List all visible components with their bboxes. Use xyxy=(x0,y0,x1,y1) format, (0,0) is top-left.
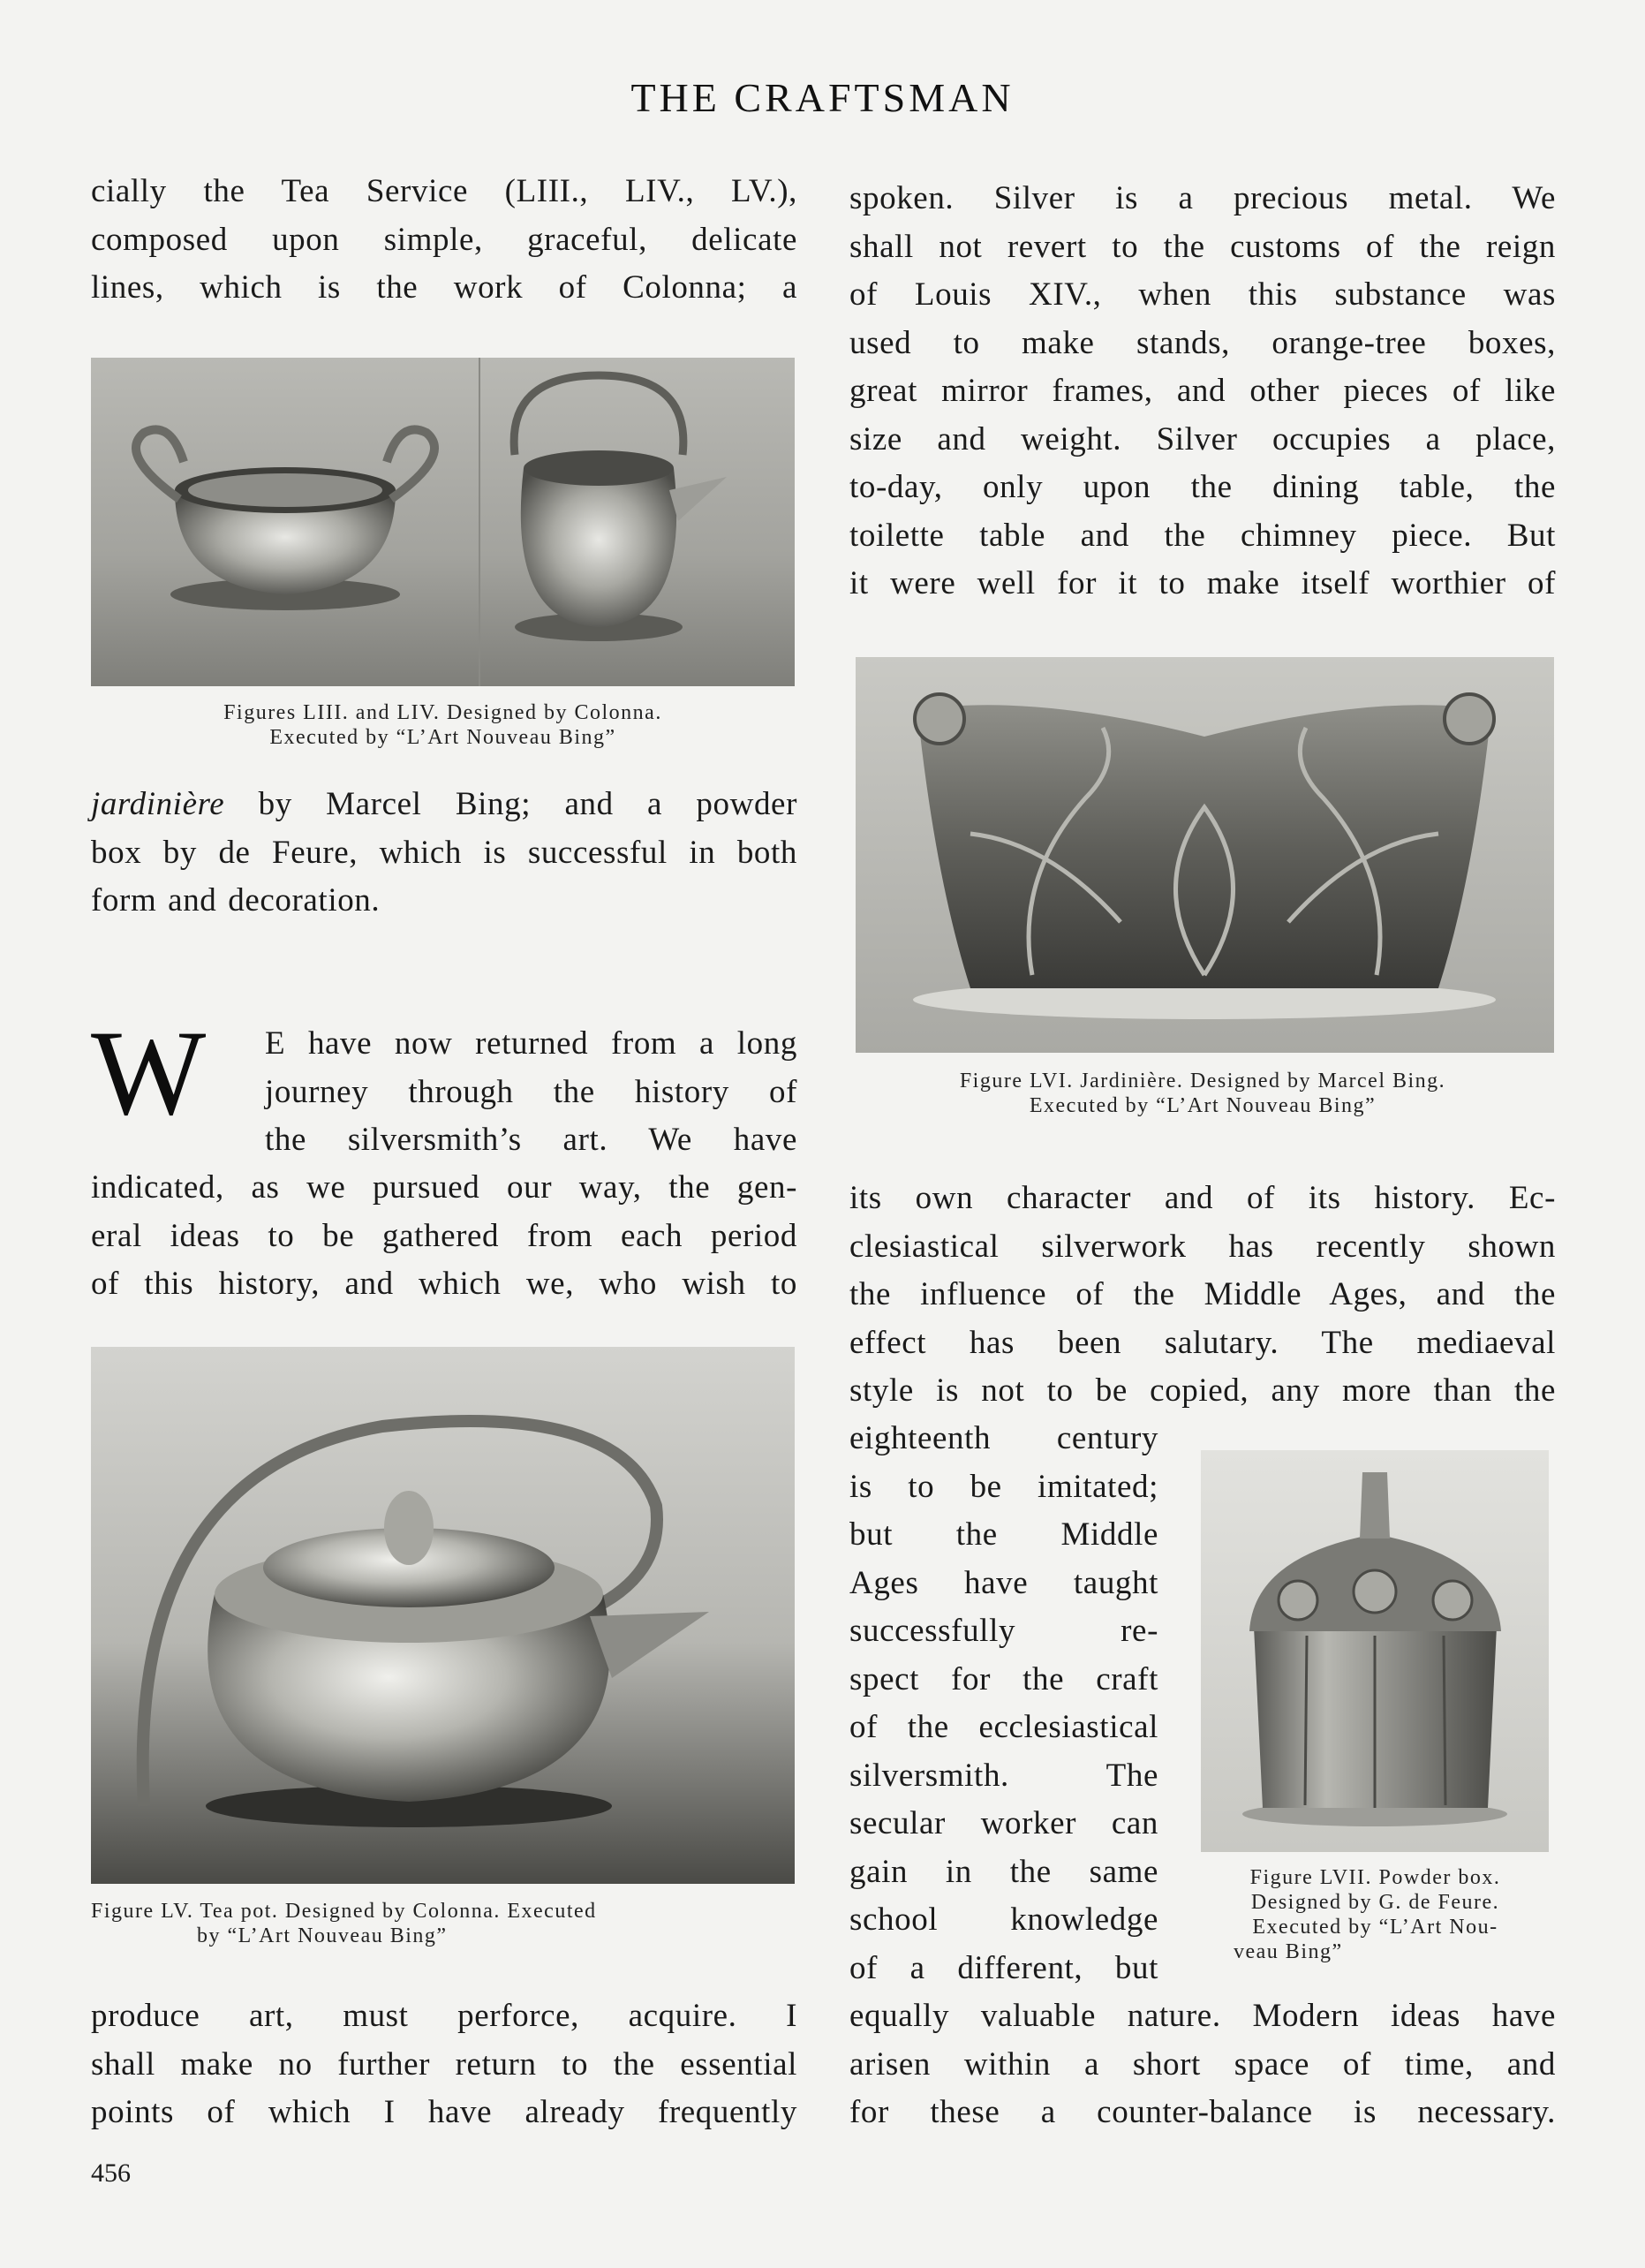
text-line: of Louis XIV., when this substance was xyxy=(849,276,1556,313)
caption-line: by “L’Art Nouveau Bing” xyxy=(197,1924,448,1947)
figure-caption xyxy=(1188,1865,1563,1964)
figure-caption xyxy=(91,1899,806,1948)
text-line: style is not to be copied, any more than the xyxy=(849,1372,1556,1409)
figure-liii-liv-photo xyxy=(91,358,795,686)
caption-line: veau Bing” xyxy=(1234,1940,1343,1963)
right-paragraph-3 xyxy=(849,1992,1556,2137)
text-line: secular worker can xyxy=(849,1805,1158,1841)
text-line: lines, which is the work of Colonna; a xyxy=(91,269,797,306)
caption-line: Executed by “L’Art Nouveau Bing” xyxy=(1029,1094,1377,1117)
text-line: box by de Feure, which is successful in both xyxy=(91,834,797,871)
left-paragraph-2 xyxy=(91,781,797,926)
caption-line: Executed by “L’Art Nou- xyxy=(1252,1916,1498,1939)
text-line: it were well for it to make itself worthier of xyxy=(849,565,1556,601)
text-line: spoken. Silver is a precious metal. We xyxy=(849,180,1556,216)
text-line: the influence of the Middle Ages, and the xyxy=(849,1276,1556,1312)
text-line: its own character and of its history. Ec- xyxy=(849,1180,1556,1216)
text-line: arisen within a short space of time, and xyxy=(849,2045,1556,2083)
drop-cap: W xyxy=(91,1005,207,1140)
text-line: by Marcel Bing; and a powder xyxy=(224,786,797,822)
caption-line: Figure LV. Tea pot. Designed by Colonna. Executed xyxy=(91,1900,597,1923)
text-line: form and decoration. xyxy=(91,882,381,919)
text-line: eral ideas to be gathered from each period xyxy=(91,1217,797,1254)
caption-line: Designed by G. de Feure. xyxy=(1250,1891,1500,1914)
figure-lv-teapot-photo xyxy=(91,1347,795,1884)
right-paragraph-2 xyxy=(849,1175,1556,1416)
text-line: of the ecclesiastical xyxy=(849,1709,1158,1745)
text-line: great mirror frames, and other pieces of like xyxy=(849,373,1556,409)
text-line: of a different, but xyxy=(849,1949,1158,1986)
text-line: is to be imitated; xyxy=(849,1468,1158,1505)
left-paragraph-4 xyxy=(91,1992,797,2137)
text-line: journey through the history of xyxy=(265,1073,797,1110)
caption-line: Figure LVII. Powder box. xyxy=(1249,1866,1501,1889)
text-line: the silversmith’s art. We have xyxy=(265,1122,797,1158)
text-line: but the Middle xyxy=(849,1516,1158,1553)
figure-caption xyxy=(849,1069,1556,1118)
text-line: spect for the craft xyxy=(849,1660,1158,1697)
left-paragraph-3-indented xyxy=(265,1020,797,1165)
text-line: size and weight. Silver occupies a place, xyxy=(849,420,1556,457)
figure-lvi-jardiniere-photo xyxy=(856,657,1554,1053)
italic-term: jardinière xyxy=(91,786,225,822)
text-line: points of which I have already frequently xyxy=(91,2094,797,2130)
text-line: toilette table and the chimney piece. But xyxy=(849,517,1556,554)
figure-caption xyxy=(91,700,795,750)
text-line: effect has been salutary. The mediaeval xyxy=(849,1324,1556,1361)
running-head: THE CRAFTSMAN xyxy=(630,75,1015,120)
text-line: composed upon simple, graceful, delicate xyxy=(91,221,797,258)
text-line: of this history, and which we, who wish to xyxy=(91,1266,797,1302)
left-paragraph-1 xyxy=(91,168,797,313)
text-line: clesiastical silverwork has recently shown xyxy=(849,1228,1556,1265)
caption-line: Executed by “L’Art Nouveau Bing” xyxy=(269,726,616,749)
page-number: 456 xyxy=(91,2158,131,2188)
text-line: successfully re- xyxy=(849,1613,1158,1649)
text-line: school knowledge xyxy=(849,1901,1158,1938)
text-line: equally valuable nature. Modern ideas have xyxy=(849,1998,1556,2034)
right-paragraph-narrow xyxy=(849,1415,1158,1992)
text-line: E have now returned from a long xyxy=(265,1025,797,1062)
right-paragraph-1 xyxy=(849,175,1556,609)
figure-lvii-powder-box-photo xyxy=(1201,1450,1549,1852)
text-line: gain in the same xyxy=(849,1853,1158,1890)
left-paragraph-3 xyxy=(91,1164,797,1309)
text-line: Ages have taught xyxy=(849,1564,1158,1601)
text-line: silversmith. The xyxy=(849,1757,1158,1794)
text-line: used to make stands, orange-tree boxes, xyxy=(849,324,1556,361)
caption-line: Figures LIII. and LIV. Designed by Colonna. xyxy=(223,701,662,724)
text-line: cially the Tea Service (LIII., LIV., LV.), xyxy=(91,173,797,209)
text-line: for these a counter-balance is necessary. xyxy=(849,2094,1556,2130)
caption-line: Figure LVI. Jardinière. Designed by Marcel Bing. xyxy=(959,1070,1446,1092)
text-line: shall make no further return to the essential xyxy=(91,2045,797,2083)
text-line: to-day, only upon the dining table, the xyxy=(849,469,1556,505)
text-line: indicated, as we pursued our way, the gen- xyxy=(91,1169,797,1206)
text-line: shall not revert to the customs of the reign xyxy=(849,228,1556,265)
text-line: eighteenth century xyxy=(849,1420,1158,1456)
text-line: produce art, must perforce, acquire. I xyxy=(91,1998,797,2034)
